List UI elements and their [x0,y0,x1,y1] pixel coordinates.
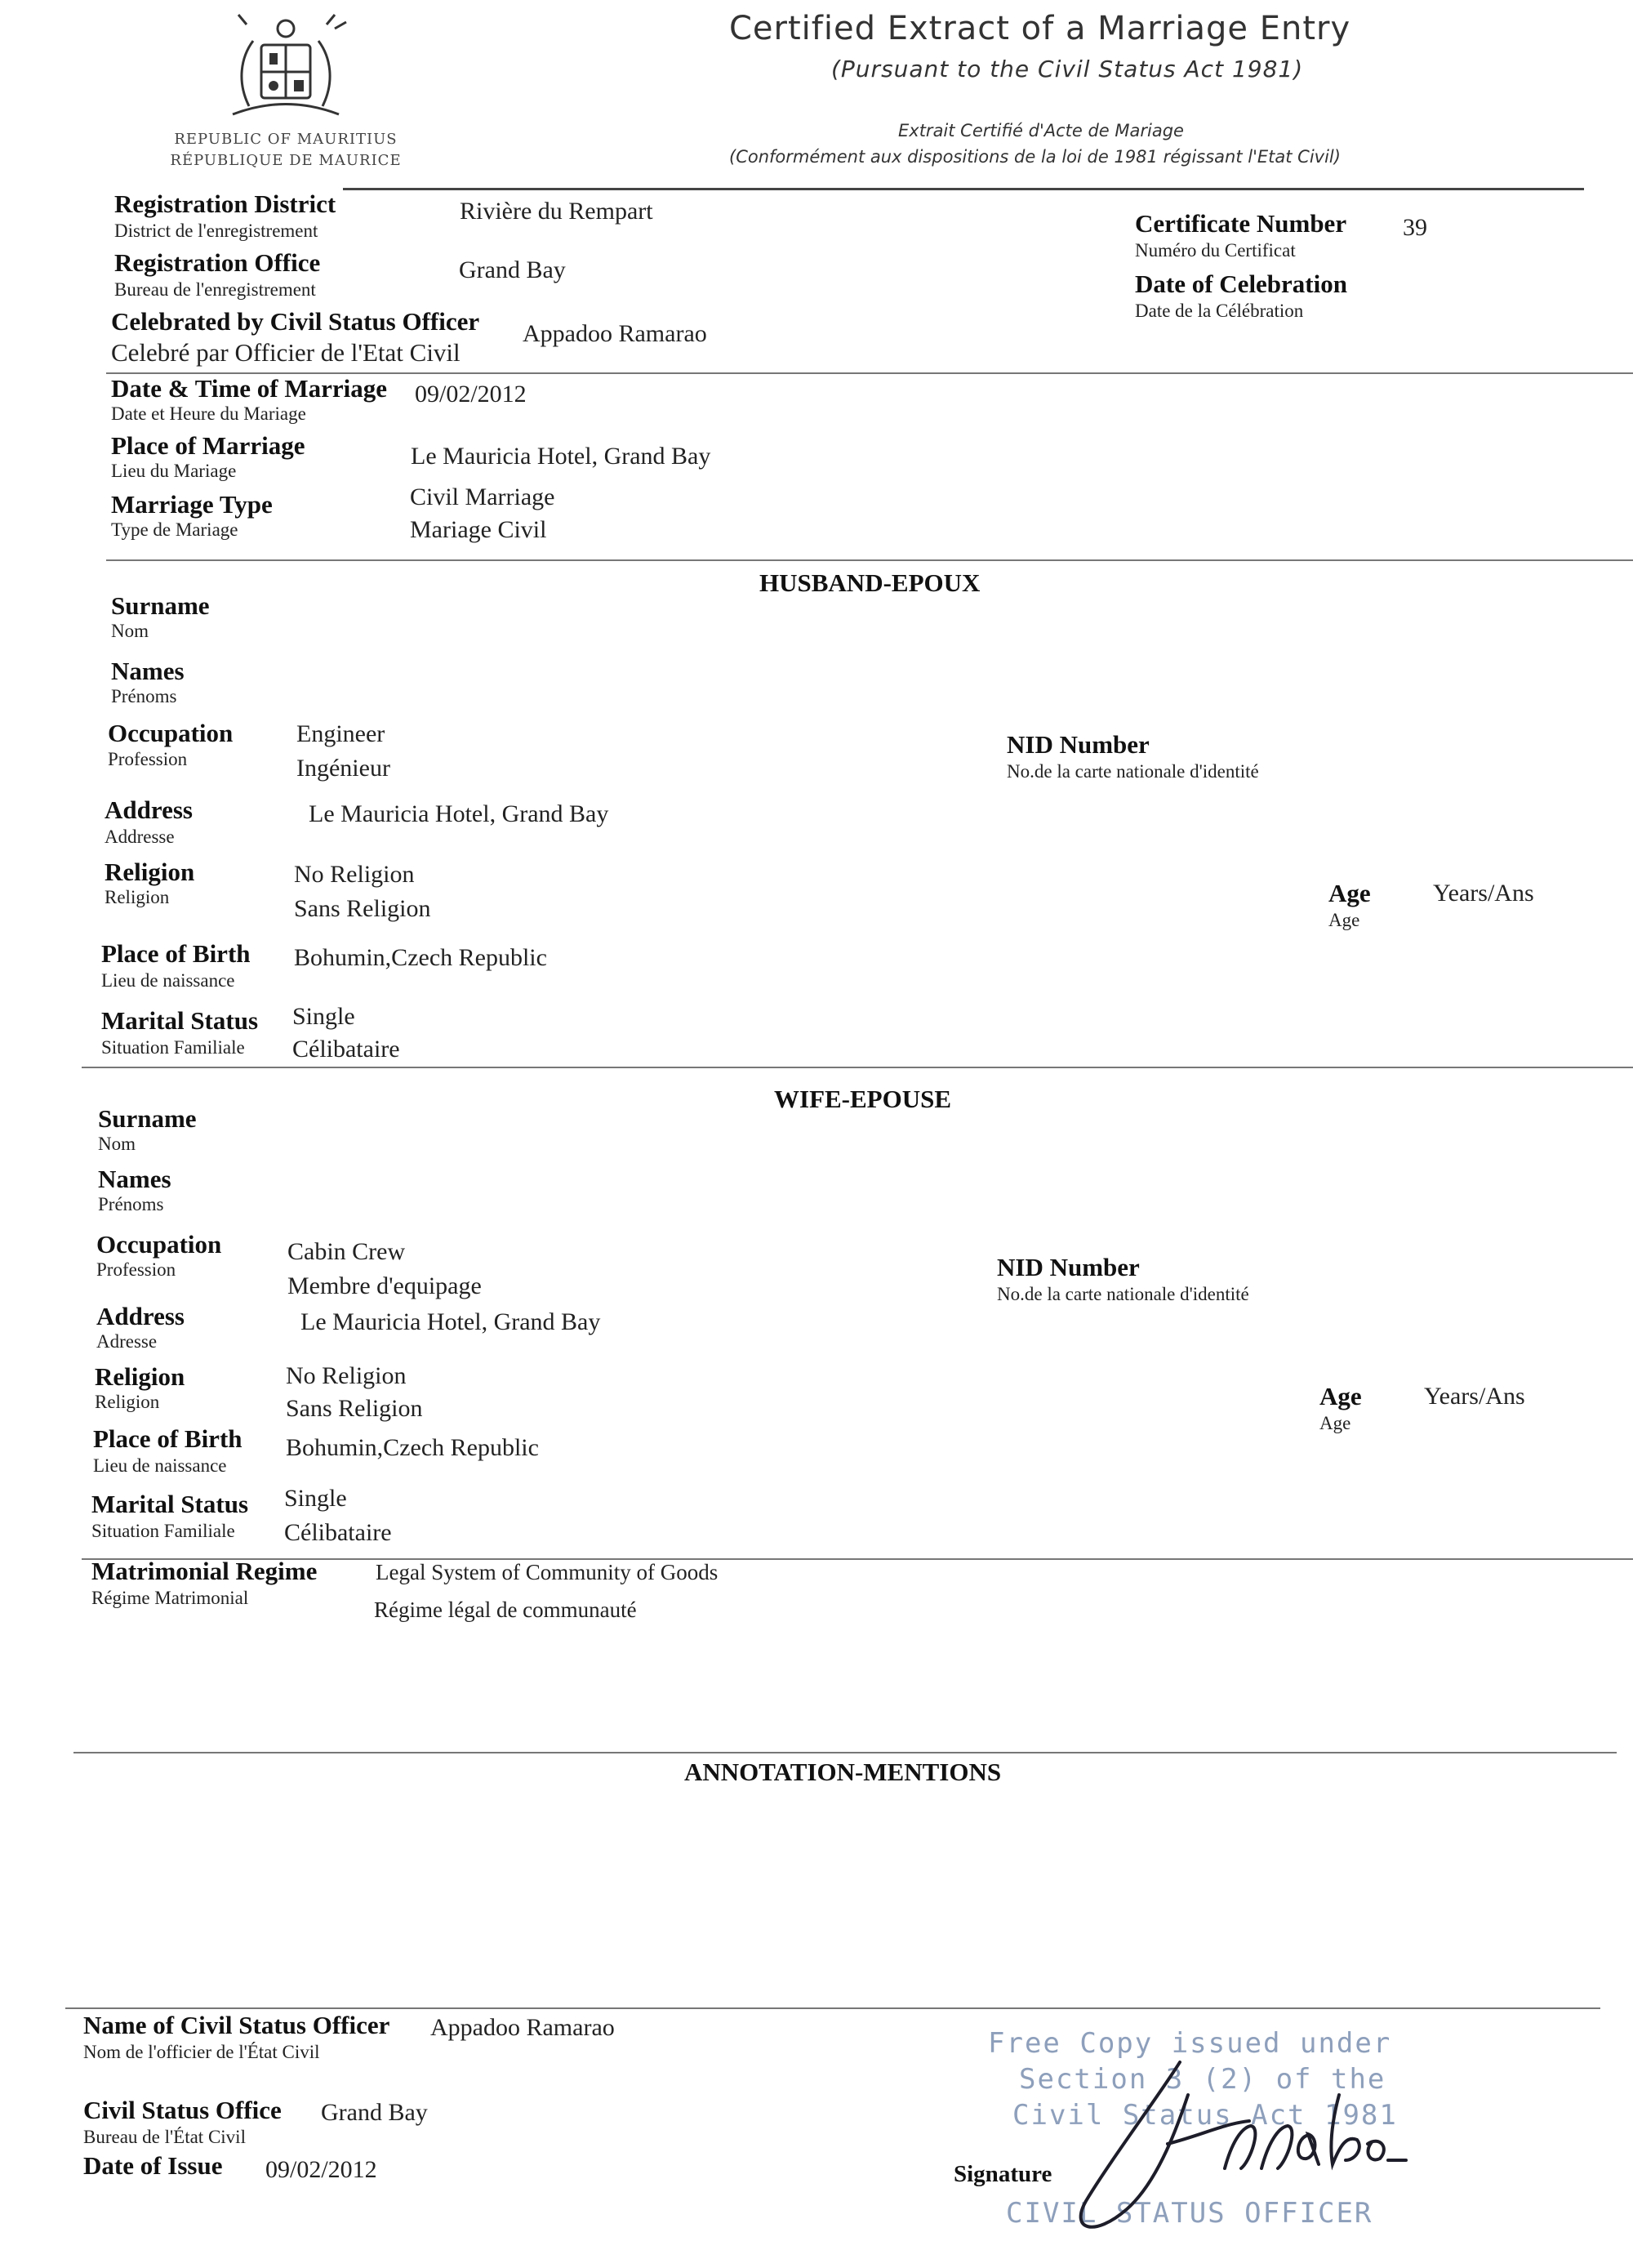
marriage-datetime-label-fr: Date et Heure du Mariage [111,403,306,424]
husband-age-label: Age [1328,879,1371,907]
place-of-marriage-label-fr: Lieu du Mariage [111,461,237,481]
wife-nid-label: NID Number [997,1253,1140,1281]
wife-birthplace-label-fr: Lieu de naissance [93,1455,227,1476]
wife-address-label-fr: Adresse [96,1331,158,1352]
wife-occupation-value-fr: Membre d'equipage [287,1272,482,1299]
marriage-datetime-value: 09/02/2012 [415,381,527,408]
registration-office-label-fr: Bureau de l'enregistrement [114,279,316,300]
certificate-number-label: Certificate Number [1135,209,1347,238]
wife-marital-status-value: Single [284,1485,347,1512]
wife-birthplace-value: Bohumin,Czech Republic [286,1434,539,1461]
free-copy-stamp-line-3: Civil Status Act 1981 [1012,2099,1398,2132]
republic-name-en: REPUBLIC OF MAURITIUS [174,131,398,148]
registration-district-value: Rivière du Rempart [460,198,653,225]
wife-section-title: WIFE-EPOUSE [774,1085,952,1113]
certificate-number-value: 39 [1403,214,1427,241]
free-copy-stamp-line-2: Section 3 (2) of the [1019,2063,1386,2096]
wife-occupation-label-fr: Profession [96,1259,176,1280]
husband-marital-status-label-fr: Situation Familiale [101,1037,245,1058]
civil-status-office-label-fr: Bureau de l'État Civil [83,2127,246,2147]
husband-birthplace-label-fr: Lieu de naissance [101,970,235,991]
husband-occupation-value: Engineer [296,720,385,747]
husband-religion-value: No Religion [294,861,415,888]
husband-names-label: Names [111,657,185,685]
page-title: Certified Extract of a Marriage Entry [729,10,1351,47]
civil-status-office-value: Grand Bay [321,2099,428,2126]
wife-occupation-value: Cabin Crew [287,1238,406,1265]
date-of-issue-value: 09/02/2012 [265,2156,377,2183]
husband-marital-status-value: Single [292,1003,355,1030]
place-of-marriage-label: Place of Marriage [111,431,305,460]
wife-religion-value-fr: Sans Religion [286,1395,423,1422]
wife-religion-label: Religion [95,1362,185,1391]
marriage-type-value-fr: Mariage Civil [410,516,547,543]
matrimonial-regime-label: Matrimonial Regime [91,1557,318,1585]
husband-birthplace-label: Place of Birth [101,939,251,968]
matrimonial-regime-value: Legal System of Community of Goods [376,1560,719,1584]
wife-age-unit: Years/Ans [1424,1383,1525,1410]
husband-address-label: Address [105,795,193,824]
marriage-type-label-fr: Type de Mariage [111,519,238,540]
celebrated-by-label-fr: Celebré par Officier de l'Etat Civil [111,338,461,367]
husband-surname-label-fr: Nom [111,621,149,641]
marriage-type-label: Marriage Type [111,490,273,519]
free-copy-stamp-line-1: Free Copy issued under [988,2027,1392,2060]
wife-age-label: Age [1319,1382,1362,1410]
wife-marital-status-value-fr: Célibataire [284,1519,392,1546]
husband-religion-label: Religion [105,858,195,886]
wife-names-label: Names [98,1165,171,1193]
officer-name-label-fr: Nom de l'officier de l'État Civil [83,2042,320,2062]
husband-surname-label: Surname [111,591,210,620]
husband-religion-label-fr: Religion [105,887,170,907]
husband-address-value: Le Mauricia Hotel, Grand Bay [309,800,609,827]
civil-status-officer-stamp: CIVIL STATUS OFFICER [1006,2197,1373,2230]
signature-label: Signature [954,2161,1052,2187]
wife-address-value: Le Mauricia Hotel, Grand Bay [300,1308,601,1335]
certificate-number-label-fr: Numéro du Certificat [1135,240,1296,261]
page-subtitle-fr: (Conformément aux dispositions de la loi de 1981 régissant l'Etat Civil) [729,147,1341,167]
officer-signature [1037,2046,1413,2242]
husband-section-title: HUSBAND-EPOUX [759,568,981,597]
regime-divider [73,1752,1617,1753]
registration-office-label: Registration Office [114,248,321,277]
registration-district-label: Registration District [114,189,336,218]
page-title-fr: Extrait Certifié d'Acte de Mariage [898,121,1184,140]
annotations-section-title: ANNOTATION-MENTIONS [684,1758,1002,1786]
wife-surname-label-fr: Nom [98,1134,136,1154]
civil-status-office-label: Civil Status Office [83,2096,282,2124]
date-of-issue-label: Date of Issue [83,2151,223,2180]
wife-surname-label: Surname [98,1104,197,1133]
registration-office-value: Grand Bay [459,256,566,283]
place-of-marriage-value: Le Mauricia Hotel, Grand Bay [411,443,711,470]
officer-name-label: Name of Civil Status Officer [83,2011,390,2039]
husband-nid-label-fr: No.de la carte nationale d'identité [1007,761,1259,782]
husband-marital-status-label: Marital Status [101,1006,259,1035]
husband-religion-value-fr: Sans Religion [294,895,431,922]
header-divider [343,188,1584,190]
wife-nid-label-fr: No.de la carte nationale d'identité [997,1284,1249,1304]
annotations-divider [65,2007,1600,2009]
husband-nid-label: NID Number [1007,730,1150,759]
husband-divider [82,1067,1633,1068]
matrimonial-regime-value-fr: Régime légal de communauté [374,1597,637,1622]
husband-birthplace-value: Bohumin,Czech Republic [294,944,547,971]
husband-marital-status-value-fr: Célibataire [292,1036,400,1063]
celebrated-by-value: Appadoo Ramarao [523,320,707,347]
marriage-datetime-label: Date & Time of Marriage [111,374,388,403]
husband-occupation-value-fr: Ingénieur [296,755,390,782]
wife-occupation-label: Occupation [96,1230,222,1259]
marriage-type-value: Civil Marriage [410,483,555,510]
wife-names-label-fr: Prénoms [98,1194,164,1214]
republic-name-fr: RÉPUBLIQUE DE MAURICE [170,152,402,169]
wife-marital-status-label-fr: Situation Familiale [91,1521,235,1541]
matrimonial-regime-label-fr: Régime Matrimonial [91,1588,249,1608]
wife-religion-value: No Religion [286,1362,407,1389]
husband-age-unit: Years/Ans [1433,880,1534,907]
coat-of-arms-emblem [204,8,367,131]
wife-birthplace-label: Place of Birth [93,1424,243,1453]
date-of-celebration-label: Date of Celebration [1135,270,1347,298]
page-subtitle: (Pursuant to the Civil Status Act 1981) [831,56,1304,82]
wife-marital-status-label: Marital Status [91,1490,249,1518]
date-of-celebration-label-fr: Date de la Célébration [1135,301,1304,321]
husband-occupation-label: Occupation [108,719,234,747]
celebrated-by-label: Celebrated by Civil Status Officer [111,307,480,336]
officer-name-value: Appadoo Ramarao [430,2014,615,2041]
wife-address-label: Address [96,1302,185,1330]
wife-age-label-fr: Age [1319,1413,1351,1433]
registration-district-label-fr: District de l'enregistrement [114,221,318,241]
husband-address-label-fr: Addresse [105,827,175,847]
wife-religion-label-fr: Religion [95,1392,160,1412]
husband-occupation-label-fr: Profession [108,749,188,769]
husband-names-label-fr: Prénoms [111,686,177,706]
husband-age-label-fr: Age [1328,910,1360,930]
marriage-divider [106,559,1633,561]
